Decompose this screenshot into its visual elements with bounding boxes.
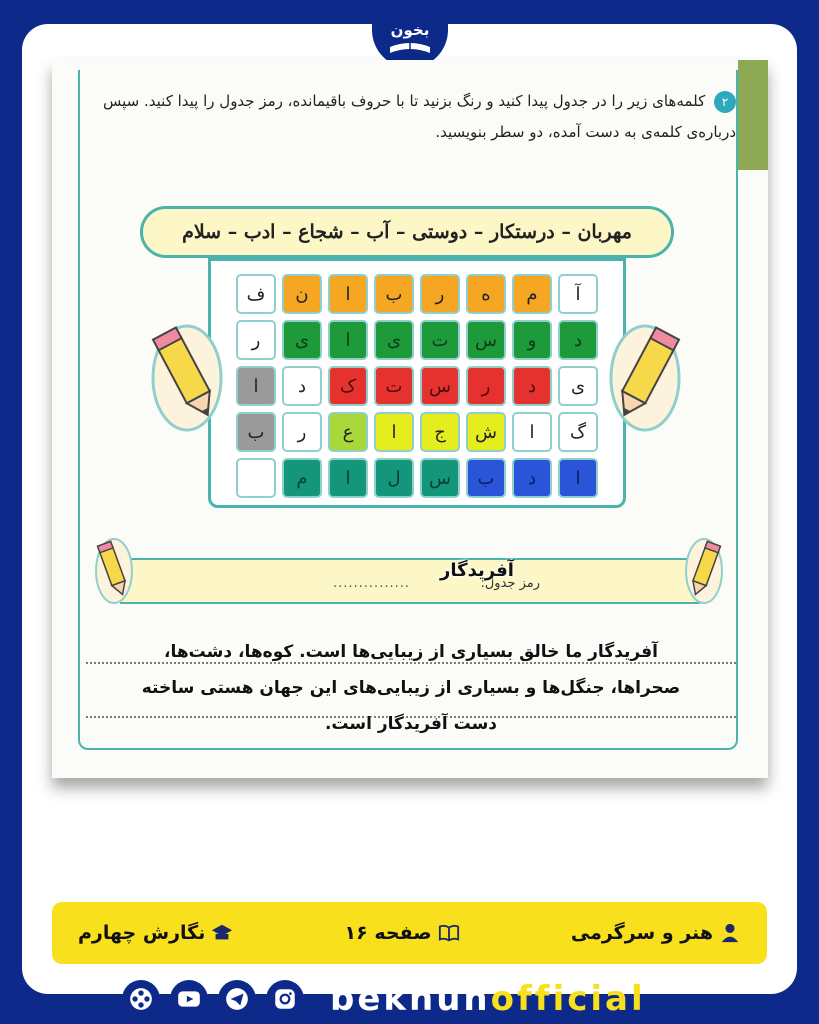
grid-cell: ا: [328, 458, 368, 498]
grid-cell: م: [282, 458, 322, 498]
aparat-link[interactable]: [122, 980, 160, 1018]
grid-cell: س: [466, 320, 506, 360]
telegram-icon: [224, 986, 250, 1012]
grid-cell: ت: [374, 366, 414, 406]
grid-cell: ج: [420, 412, 460, 452]
grid-cell: ل: [374, 458, 414, 498]
film-reel-icon: [128, 986, 154, 1012]
answer-line-3: دست آفریدگار است.: [324, 714, 498, 734]
code-dots: ...............: [333, 576, 410, 591]
brand-logo: [372, 4, 448, 68]
exercise-instruction: [90, 86, 736, 148]
open-book-icon: [438, 922, 460, 944]
subject-text: هنر و سرگرمی: [570, 922, 713, 944]
grid-cell: ر: [420, 274, 460, 314]
word-search-grid: [236, 274, 598, 498]
grid-cell: [236, 458, 276, 498]
pencil-left-icon: [150, 316, 224, 436]
grid-cell: ا: [374, 412, 414, 452]
graduation-cap-icon: [211, 922, 233, 944]
grid-cell: ف: [236, 274, 276, 314]
grid-cell: ک: [328, 366, 368, 406]
grid-cell: ا: [328, 320, 368, 360]
instruction-text: کلمه‌های زیر را در جدول پیدا کنید و رنگ بزنید تا با حروف باقیمانده، رمز جدول را پیدا کنید. سپس درباره‌ی کلمه‌ی به دست آمده، دو سطر بنویسید.: [103, 92, 736, 141]
grid-cell: آ: [558, 274, 598, 314]
word-list-banner: مهربان – درستکار – دوستی – آب – شجاع – ادب – سلام: [140, 206, 674, 258]
user-icon: [719, 922, 741, 944]
grid-cell: س: [420, 366, 460, 406]
pencil-small-right-icon: [684, 536, 724, 606]
grid-cell: ی: [374, 320, 414, 360]
grid-cell: م: [512, 274, 552, 314]
book-text: نگارش چهارم: [78, 922, 206, 944]
code-label: رمز جدول:: [480, 576, 540, 591]
book-logo-icon: [382, 11, 438, 61]
pencil-small-left-icon: [94, 536, 134, 606]
youtube-icon: [176, 986, 202, 1012]
grid-cell: د: [512, 366, 552, 406]
page-text: صفحه ۱۶: [344, 922, 432, 944]
grid-cell: ن: [282, 274, 322, 314]
subject-info: [571, 922, 741, 944]
grid-cell: د: [282, 366, 322, 406]
grid-cell: ب: [236, 412, 276, 452]
grid-cell: ر: [466, 366, 506, 406]
grid-cell: ر: [236, 320, 276, 360]
handwritten-answer: [86, 634, 736, 742]
book-info: [78, 922, 233, 944]
brand-name: [330, 979, 646, 1019]
brand-name-part1: bekhun: [330, 979, 491, 1019]
social-footer: [122, 974, 682, 1024]
grid-cell: ه: [466, 274, 506, 314]
pencil-right-icon: [608, 316, 682, 436]
grid-cell: س: [420, 458, 460, 498]
page-info: [345, 922, 460, 944]
grid-cell: گ: [558, 412, 598, 452]
answer-line-1: آفریدگار ما خالق بسیاری از زیبایی‌ها است. کوه‌ها، دشت‌ها،: [164, 642, 658, 662]
code-answer: آفریدگار: [440, 560, 514, 581]
grid-cell: ر: [282, 412, 322, 452]
grid-cell: ا: [512, 412, 552, 452]
grid-cell: ب: [374, 274, 414, 314]
question-number: ۲: [714, 91, 736, 113]
grid-cell: ی: [282, 320, 322, 360]
brand-name-part2: official: [490, 979, 646, 1019]
instagram-link[interactable]: [266, 980, 304, 1018]
grid-cell: و: [512, 320, 552, 360]
instagram-icon: [272, 986, 298, 1012]
telegram-link[interactable]: [218, 980, 256, 1018]
grid-cell: ا: [236, 366, 276, 406]
code-ribbon: [120, 558, 700, 604]
info-bar: [52, 902, 767, 964]
grid-cell: ع: [328, 412, 368, 452]
grid-cell: ا: [328, 274, 368, 314]
answer-line-2: صحراها، جنگل‌ها و بسیاری از زیبایی‌های این جهان هستی ساخته: [141, 678, 681, 698]
grid-cell: د: [558, 320, 598, 360]
page-edge-decoration: [738, 60, 768, 170]
grid-cell: ی: [558, 366, 598, 406]
grid-cell: ب: [466, 458, 506, 498]
grid-cell: ا: [558, 458, 598, 498]
grid-cell: ش: [466, 412, 506, 452]
grid-cell: ت: [420, 320, 460, 360]
grid-cell: د: [512, 458, 552, 498]
youtube-link[interactable]: [170, 980, 208, 1018]
logo-text: بخون: [390, 21, 430, 39]
